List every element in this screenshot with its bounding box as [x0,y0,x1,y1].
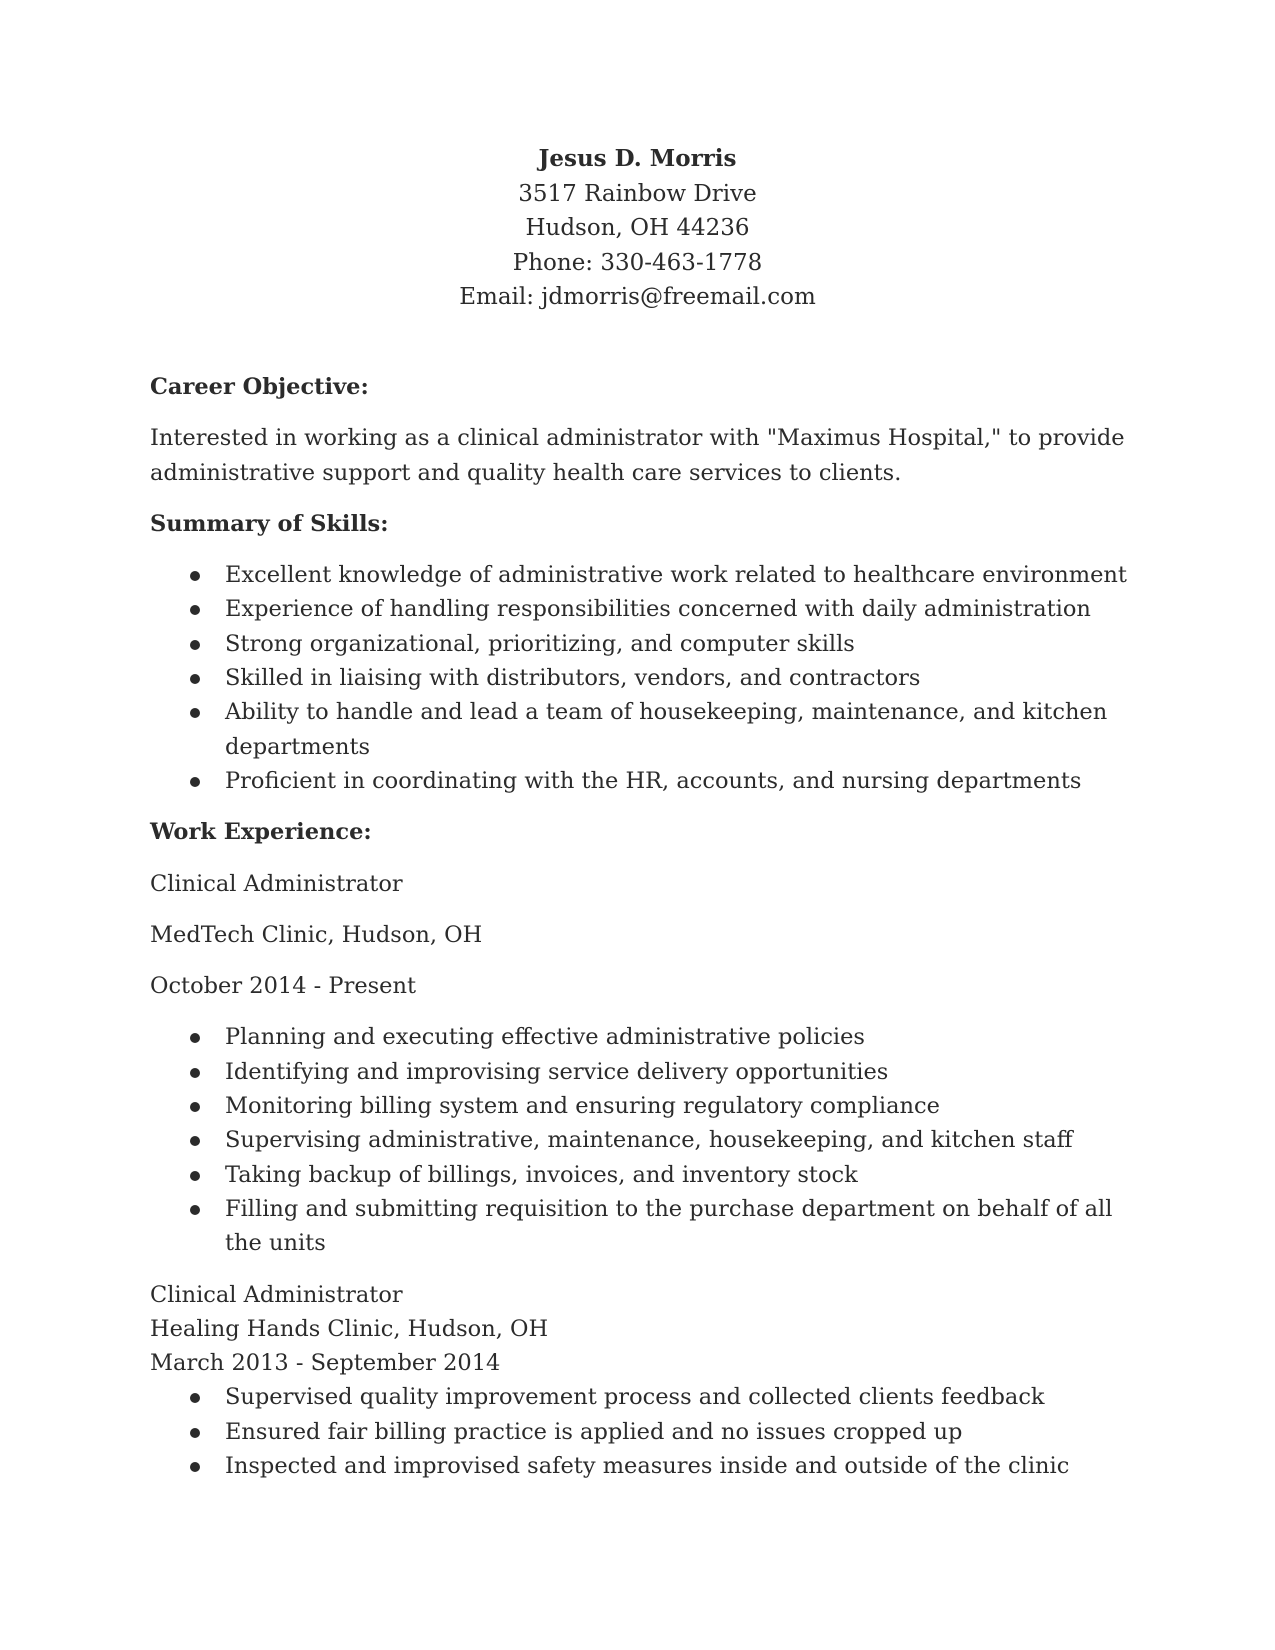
duty-text: Filling and submitting requisition to the purchase department on behalf of all the units [225,1195,1113,1257]
job-1-employer: MedTech Clinic, Hudson, OH [150,921,483,948]
job-1-duties [150,1020,1130,1260]
list-item [150,1055,1130,1089]
duty-text: Supervised quality improvement process and collected clients feedback [225,1384,1045,1411]
list-item [150,764,1130,798]
bullet-icon [190,640,200,650]
address-line-2: Hudson, OH 44236 [525,215,750,241]
bullet-icon [190,1102,200,1112]
bullet-icon [190,1171,200,1181]
duty-text: Monitoring billing system and ensuring regulatory compliance [225,1093,940,1120]
contact-header [0,142,1275,315]
skill-text: Strong organizational, prioritizing, and computer skills [225,630,855,657]
job-2-dates: March 2013 - September 2014 [150,1350,501,1377]
list-item [150,1158,1130,1192]
skills-heading: Summary of Skills: [150,510,389,537]
job-2-duties [150,1380,1130,1483]
bullet-icon [190,777,200,787]
skills-list [150,558,1130,798]
bullet-icon [190,1033,200,1043]
duty-text: Taking backup of billings, invoices, and inventory stock [225,1161,858,1188]
bullet-icon [190,1428,200,1438]
skill-text: Ability to handle and lead a team of housekeeping, maintenance, and kitchen departments [225,699,1108,760]
list-item [150,1449,1130,1483]
skill-text: Experience of handling responsibilities concerned with daily administration [225,596,1091,623]
list-item [150,695,1130,764]
list-item [150,1192,1130,1261]
list-item [150,1415,1130,1449]
list-item [150,558,1130,592]
email-address: Email: jdmorris@freemail.com [459,284,816,310]
skill-text: Proficient in coordinating with the HR, accounts, and nursing departments [225,767,1082,794]
bullet-icon [190,1136,200,1146]
skill-text: Skilled in liaising with distributors, vendors, and contractors [225,665,921,692]
bullet-icon [190,571,200,581]
objective-text: Interested in working as a clinical administrator with "Maximus Hospital," to provide administrative support and quality health care services to clients. [150,425,1125,486]
bullet-icon [190,1462,200,1472]
job-2-employer: Healing Hands Clinic, Hudson, OH [150,1315,549,1342]
list-item [150,1123,1130,1157]
list-item [150,1020,1130,1054]
job-1-dates: October 2014 - Present [150,973,417,1000]
experience-heading: Work Experience: [150,819,372,846]
list-item [150,661,1130,695]
objective-heading: Career Objective: [150,374,369,400]
list-item [150,592,1130,626]
resume-body [150,370,1130,1483]
list-item [150,627,1130,661]
duty-text: Ensured fair billing practice is applied and no issues cropped up [225,1418,963,1445]
bullet-icon [190,1205,200,1215]
bullet-icon [190,1068,200,1078]
list-item [150,1089,1130,1123]
bullet-icon [190,708,200,718]
address-line-1: 3517 Rainbow Drive [518,180,757,207]
applicant-name: Jesus D. Morris [538,145,737,172]
list-item [150,1380,1130,1414]
bullet-icon [190,1393,200,1403]
bullet-icon [190,674,200,684]
bullet-icon [190,605,200,615]
job-2-title: Clinical Administrator [150,1281,403,1308]
job-1-title: Clinical Administrator [150,870,403,897]
skill-text: Excellent knowledge of administrative work related to healthcare environment [225,562,1127,589]
phone-number: Phone: 330-463-1778 [512,249,763,276]
duty-text: Inspected and improvised safety measures inside and outside of the clinic [225,1453,1070,1480]
duty-text: Identifying and improvising service delivery opportunities [225,1058,889,1085]
duty-text: Planning and executing effective administrative policies [225,1024,865,1051]
duty-text: Supervising administrative, maintenance, housekeeping, and kitchen staff [225,1127,1073,1154]
